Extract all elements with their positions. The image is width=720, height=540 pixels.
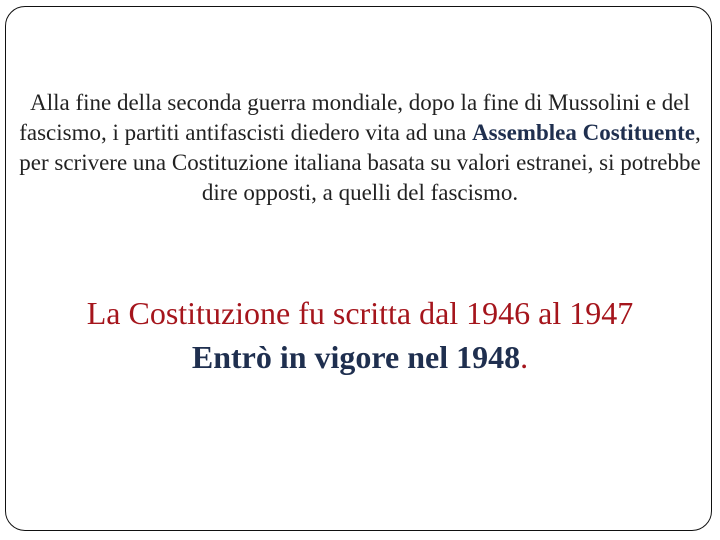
written-dates-line: La Costituzione fu scritta dal 1946 al 1947 bbox=[86, 295, 634, 331]
in-force-line bbox=[12, 335, 708, 379]
assemblea-costituente-term: Assemblea Costituente bbox=[472, 120, 696, 145]
intro-text-before: Alla fine della seconda guerra mondiale, dopo la fine di Mussolini e del fascismo, i partiti antifascisti diedero vita ad una bbox=[19, 90, 690, 145]
slide-frame bbox=[5, 6, 712, 531]
in-force-period: . bbox=[520, 339, 529, 375]
dates-paragraph bbox=[12, 291, 708, 379]
intro-text-after: , per scrivere una Costituzione italiana basata su valori estranei, si potrebbe dire opposti, a quelli del fascismo. bbox=[19, 120, 701, 205]
intro-paragraph bbox=[12, 88, 708, 208]
in-force-text: Entrò in vigore nel 1948 bbox=[191, 339, 521, 375]
